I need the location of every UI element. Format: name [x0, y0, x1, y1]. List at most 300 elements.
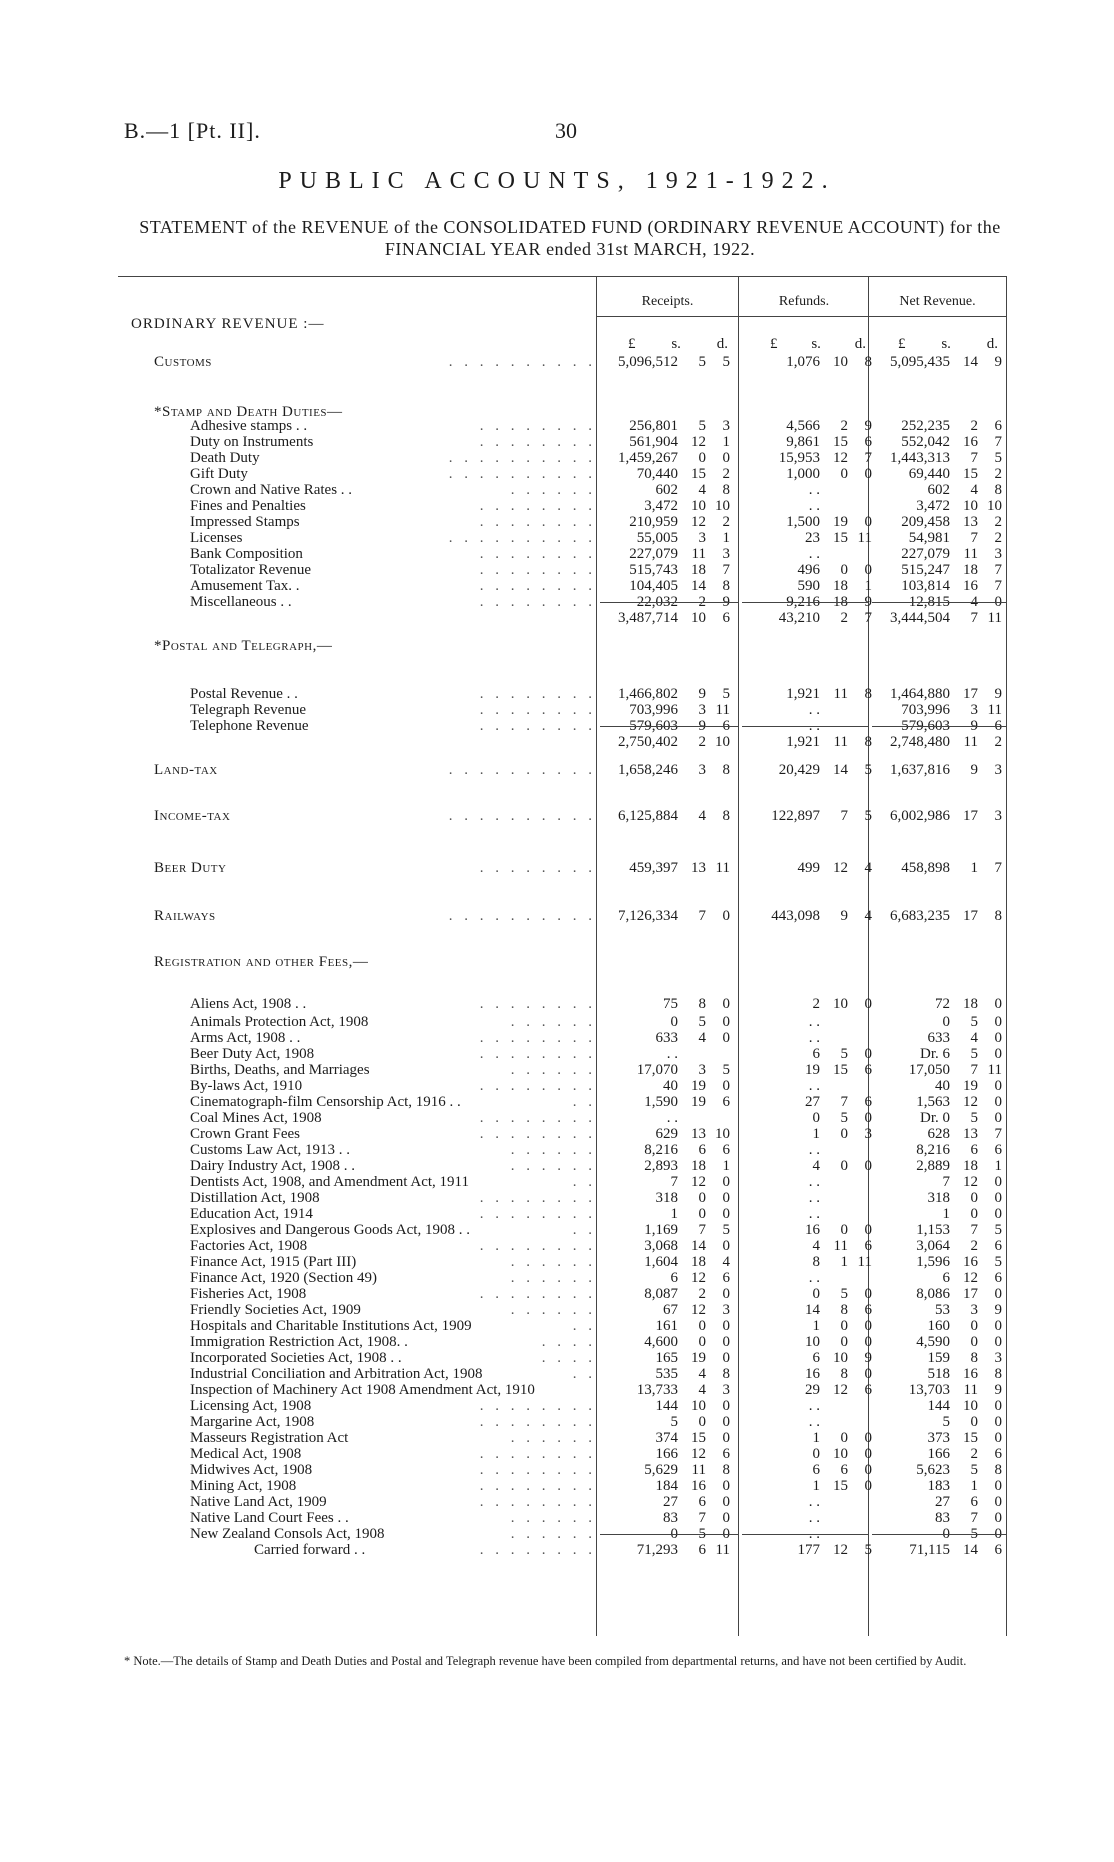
- net-shillings: 6: [970, 1494, 978, 1510]
- refunds-shillings: 5: [840, 1110, 848, 1126]
- refunds-pence: 0: [864, 1222, 872, 1238]
- net-shillings: 15: [963, 1430, 978, 1446]
- net-pounds: 71,115: [909, 1542, 950, 1558]
- refunds-amount: [742, 1510, 872, 1526]
- table-row: [0, 1414, 1114, 1430]
- receipts-amount: [600, 610, 730, 626]
- net-pounds: 628: [927, 1126, 950, 1142]
- net-pence: 0: [994, 1510, 1002, 1526]
- net-amount: [872, 1206, 1002, 1222]
- net-pounds: 3,444,504: [890, 610, 950, 626]
- table-row: [0, 418, 1114, 434]
- receipts-pounds: 0: [670, 1526, 678, 1542]
- receipts-pounds: 2,893: [644, 1158, 678, 1174]
- net-shillings: 6: [970, 1142, 978, 1158]
- leader-dots: . . . . . . . . . .: [448, 354, 596, 370]
- row-label: Telegraph Revenue: [190, 702, 306, 718]
- refunds-amount: [742, 1078, 872, 1094]
- table-row: [0, 1430, 1114, 1446]
- receipts-amount: [600, 530, 730, 546]
- leader-dots: . . . . . . . .: [479, 996, 596, 1012]
- table-row: [0, 686, 1114, 702]
- net-shillings: 10: [963, 1398, 978, 1414]
- net-pence: 0: [994, 1286, 1002, 1302]
- refunds-shillings: [820, 546, 848, 562]
- net-pounds: 1: [942, 1206, 950, 1222]
- net-pounds: 3,472: [916, 498, 950, 514]
- net-pounds: 160: [927, 1318, 950, 1334]
- receipts-amount: [600, 1046, 730, 1062]
- refunds-pence: 0: [864, 1318, 872, 1334]
- leader-dots: . . . . . . . .: [479, 1046, 596, 1062]
- refunds-pence: 11: [857, 1254, 872, 1270]
- receipts-shillings: 0: [698, 1190, 706, 1206]
- refunds-amount: [742, 610, 872, 626]
- net-pence: 0: [994, 1046, 1002, 1062]
- receipts-shillings: 7: [698, 1510, 706, 1526]
- net-amount: [872, 1478, 1002, 1494]
- leader-dots: . . . . . . . .: [479, 1206, 596, 1222]
- refunds-pence: 0: [864, 514, 872, 530]
- receipts-amount: [600, 1446, 730, 1462]
- receipts-pounds: 71,293: [636, 1542, 678, 1558]
- refunds-amount: [742, 1094, 872, 1110]
- table-row: [0, 1158, 1114, 1174]
- table-row: [0, 1078, 1114, 1094]
- subtotal-rule: [872, 1534, 1006, 1535]
- receipts-pence: 6: [722, 1270, 730, 1286]
- receipts-amount: [600, 908, 730, 924]
- receipts-pounds: 83: [663, 1510, 678, 1526]
- unit-pence: d.: [986, 336, 998, 352]
- net-amount: [872, 530, 1002, 546]
- net-shillings: 3: [970, 1302, 978, 1318]
- receipts-shillings: 2: [698, 1286, 706, 1302]
- net-pounds: 8,216: [916, 1142, 950, 1158]
- receipts-shillings: 7: [698, 908, 706, 924]
- refunds-pence: 11: [857, 530, 872, 546]
- refunds-pence: 9: [864, 1350, 872, 1366]
- subtotal-row: [0, 610, 1114, 626]
- receipts-shillings: 12: [691, 1302, 706, 1318]
- net-pence: 8: [994, 1462, 1002, 1478]
- receipts-amount: [600, 1414, 730, 1430]
- receipts-amount: [600, 808, 730, 824]
- refunds-pence: [848, 1494, 872, 1510]
- refunds-pence: [848, 1014, 872, 1030]
- receipts-amount: [600, 1126, 730, 1142]
- refunds-shillings: 8: [840, 1302, 848, 1318]
- net-pence: 0: [994, 1078, 1002, 1094]
- net-shillings: 18: [963, 996, 978, 1012]
- receipts-pence: 3: [722, 1382, 730, 1398]
- refunds-pounds: 6: [812, 1350, 820, 1366]
- receipts-amount: [600, 1094, 730, 1110]
- row-label: By-laws Act, 1910: [190, 1078, 303, 1094]
- refunds-pence: 0: [864, 1158, 872, 1174]
- net-pounds: 552,042: [901, 434, 950, 450]
- net-pence: 3: [994, 808, 1002, 824]
- refunds-pence: 0: [864, 1462, 872, 1478]
- refunds-shillings: 7: [840, 1094, 848, 1110]
- refunds-pence: [848, 1510, 872, 1526]
- table-row: [0, 1302, 1114, 1318]
- refunds-pence: 0: [864, 466, 872, 482]
- receipts-shillings: 12: [691, 434, 706, 450]
- net-pence: 0: [994, 1430, 1002, 1446]
- net-amount: [872, 1190, 1002, 1206]
- net-units: [898, 336, 998, 353]
- row-label: Adhesive stamps . .: [190, 418, 308, 434]
- table-row: [0, 1286, 1114, 1302]
- net-shillings: 16: [963, 578, 978, 594]
- receipts-amount: [600, 418, 730, 434]
- refunds-amount: [742, 498, 872, 514]
- receipts-shillings: 12: [691, 1446, 706, 1462]
- net-pence: 0: [994, 1174, 1002, 1190]
- refunds-pounds: 23: [805, 530, 820, 546]
- refunds-pounds: . .: [808, 1398, 820, 1414]
- receipts-pence: 3: [722, 1302, 730, 1318]
- net-pounds: 54,981: [908, 530, 950, 546]
- refunds-shillings: 5: [840, 1046, 848, 1062]
- net-shillings: 4: [970, 482, 978, 498]
- net-shillings: 0: [970, 1334, 978, 1350]
- refunds-shillings: [820, 1030, 848, 1046]
- receipts-amount: [600, 1206, 730, 1222]
- refunds-pence: 7: [864, 610, 872, 626]
- table-row: [0, 1094, 1114, 1110]
- receipts-pounds: 3,472: [644, 498, 678, 514]
- table-row: [0, 1062, 1114, 1078]
- net-amount: [872, 1510, 1002, 1526]
- net-amount: [872, 434, 1002, 450]
- row-label: Animals Protection Act, 1908: [190, 1014, 369, 1030]
- unit-shillings: s.: [941, 336, 951, 352]
- net-pounds: 5,095,435: [890, 354, 950, 370]
- net-amount: [872, 498, 1002, 514]
- refunds-shillings: 0: [840, 1222, 848, 1238]
- net-pounds: 458,898: [901, 860, 950, 876]
- net-pounds: 515,247: [901, 562, 950, 578]
- row-label: *Postal and Telegraph,—: [154, 638, 333, 654]
- net-shillings: 14: [963, 1542, 978, 1558]
- page-title: PUBLIC ACCOUNTS, 1921-1922.: [278, 168, 836, 194]
- net-pounds: 318: [927, 1190, 950, 1206]
- receipts-amount: [600, 1318, 730, 1334]
- net-amount: [872, 482, 1002, 498]
- refunds-shillings: [820, 1510, 848, 1526]
- net-amount: [872, 1174, 1002, 1190]
- net-pounds: 69,440: [908, 466, 950, 482]
- net-pence: 7: [994, 562, 1002, 578]
- refunds-amount: [742, 1542, 872, 1558]
- receipts-shillings: 14: [691, 578, 706, 594]
- table-row: [0, 702, 1114, 718]
- leader-dots: . .: [572, 1366, 596, 1382]
- net-pence: 2: [994, 466, 1002, 482]
- refunds-shillings: [820, 1190, 848, 1206]
- statement-heading: STATEMENT of the REVENUE of the CONSOLIDATED FUND (ORDINARY REVENUE ACCOUNT) for the FINANCIAL YEAR ended 31st MARCH, 1922.: [139, 217, 1001, 259]
- row-label: Telephone Revenue: [190, 718, 309, 734]
- refunds-pounds: 4: [812, 1238, 820, 1254]
- receipts-pence: 0: [722, 1430, 730, 1446]
- refunds-header: Refunds.: [778, 294, 830, 309]
- refunds-amount: [742, 1254, 872, 1270]
- refunds-pounds: 9,216: [786, 594, 820, 610]
- receipts-pence: 0: [722, 1478, 730, 1494]
- receipts-pence: 0: [722, 908, 730, 924]
- table-row: [0, 1366, 1114, 1382]
- leader-dots: . . . . . . . .: [479, 578, 596, 594]
- receipts-pounds: 535: [655, 1366, 678, 1382]
- refunds-shillings: 11: [833, 686, 848, 702]
- net-pence: 9: [994, 354, 1002, 370]
- refunds-shillings: 14: [833, 762, 848, 778]
- refunds-amount: [742, 578, 872, 594]
- refunds-shillings: 0: [840, 1318, 848, 1334]
- net-pence: 8: [994, 1366, 1002, 1382]
- net-amount: [872, 860, 1002, 876]
- net-pence: 7: [994, 1126, 1002, 1142]
- row-label: Inspection of Machinery Act 1908 Amendment Act, 1910: [190, 1382, 535, 1398]
- net-shillings: 17: [963, 908, 978, 924]
- receipts-shillings: 5: [698, 1014, 706, 1030]
- refunds-amount: [742, 418, 872, 434]
- receipts-pounds: 8,087: [644, 1286, 678, 1302]
- receipts-shillings: 6: [698, 1142, 706, 1158]
- refunds-amount: [742, 1414, 872, 1430]
- refunds-shillings: 18: [833, 578, 848, 594]
- refunds-pounds: 1,921: [786, 686, 820, 702]
- refunds-pence: [848, 1142, 872, 1158]
- net-shillings: 16: [963, 1254, 978, 1270]
- receipts-pounds: 166: [655, 1446, 678, 1462]
- refunds-pounds: 496: [797, 562, 820, 578]
- refunds-amount: [742, 860, 872, 876]
- refunds-shillings: 1: [840, 1254, 848, 1270]
- refunds-pounds: 15,953: [778, 450, 820, 466]
- refunds-pence: [848, 1174, 872, 1190]
- table-row: [0, 1334, 1114, 1350]
- net-shillings: 11: [963, 1382, 978, 1398]
- net-amount: [872, 734, 1002, 750]
- net-pence: 0: [994, 1334, 1002, 1350]
- unit-pence: d.: [854, 336, 866, 352]
- receipts-pence: 0: [722, 1206, 730, 1222]
- receipts-pounds: 13,733: [636, 1382, 678, 1398]
- refunds-shillings: [820, 1078, 848, 1094]
- refunds-pence: [848, 498, 872, 514]
- receipts-pounds: 374: [655, 1430, 678, 1446]
- refunds-shillings: [820, 1398, 848, 1414]
- refunds-amount: [742, 1462, 872, 1478]
- leader-dots: . . . . . .: [510, 1526, 596, 1542]
- net-amount: [872, 1286, 1002, 1302]
- net-amount: [872, 1334, 1002, 1350]
- receipts-pounds: 561,904: [629, 434, 678, 450]
- net-pounds: 12,815: [908, 594, 950, 610]
- receipts-amount: [600, 1158, 730, 1174]
- receipts-pounds: 2,750,402: [618, 734, 678, 750]
- table-row: [0, 1046, 1114, 1062]
- refunds-shillings: 0: [840, 562, 848, 578]
- receipts-amount: [600, 514, 730, 530]
- net-pence: 0: [994, 1110, 1002, 1126]
- net-pounds: 209,458: [901, 514, 950, 530]
- refunds-shillings: 0: [840, 1334, 848, 1350]
- net-shillings: 2: [970, 1238, 978, 1254]
- row-label: Finance Act, 1915 (Part III): [190, 1254, 357, 1270]
- table-row: [0, 860, 1114, 876]
- group-heading-row: [0, 638, 1114, 654]
- table-row: [0, 1350, 1114, 1366]
- net-pounds: 40: [935, 1078, 950, 1094]
- refunds-pence: 0: [864, 1286, 872, 1302]
- net-pounds: 602: [927, 482, 950, 498]
- leader-dots: . . . . . .: [510, 1510, 596, 1526]
- receipts-amount: [600, 1190, 730, 1206]
- refunds-shillings: [820, 1142, 848, 1158]
- receipts-pounds: 5,096,512: [618, 354, 678, 370]
- net-pence: 9: [994, 686, 1002, 702]
- receipts-pounds: 703,996: [629, 702, 678, 718]
- row-label: Immigration Restriction Act, 1908. .: [190, 1334, 408, 1350]
- refunds-amount: [742, 1206, 872, 1222]
- refunds-shillings: 2: [840, 418, 848, 434]
- refunds-pence: [848, 482, 872, 498]
- net-amount: [872, 1318, 1002, 1334]
- receipts-shillings: [678, 1046, 706, 1062]
- receipts-amount: [600, 1078, 730, 1094]
- receipts-shillings: 12: [691, 1174, 706, 1190]
- net-shillings: 5: [970, 1526, 978, 1542]
- net-pounds: Dr. 0: [920, 1110, 950, 1126]
- refunds-amount: [742, 1398, 872, 1414]
- net-pence: 5: [994, 450, 1002, 466]
- receipts-pounds: 22,032: [636, 594, 678, 610]
- net-amount: [872, 562, 1002, 578]
- refunds-shillings: 10: [833, 1446, 848, 1462]
- net-pounds: 1,464,880: [890, 686, 950, 702]
- net-shillings: 9: [970, 718, 978, 734]
- refunds-amount: [742, 762, 872, 778]
- net-pounds: 227,079: [901, 546, 950, 562]
- receipts-pence: 0: [722, 1334, 730, 1350]
- refunds-amount: [742, 1046, 872, 1062]
- net-pounds: 144: [927, 1398, 950, 1414]
- table-row: [0, 578, 1114, 594]
- receipts-pounds: 1,590: [644, 1094, 678, 1110]
- refunds-shillings: 15: [833, 530, 848, 546]
- refunds-pounds: . .: [808, 1078, 820, 1094]
- receipts-shillings: 14: [691, 1238, 706, 1254]
- leader-dots: . .: [572, 1222, 596, 1238]
- row-label: Death Duty: [190, 450, 260, 466]
- receipts-amount: [600, 1510, 730, 1526]
- net-pounds: 703,996: [901, 702, 950, 718]
- net-amount: [872, 1094, 1002, 1110]
- receipts-pence: 6: [722, 1142, 730, 1158]
- refunds-amount: [742, 1366, 872, 1382]
- receipts-pence: 11: [715, 860, 730, 876]
- net-amount: [872, 1398, 1002, 1414]
- net-shillings: 7: [970, 1222, 978, 1238]
- refunds-pence: [848, 1270, 872, 1286]
- row-label: Crown Grant Fees: [190, 1126, 300, 1142]
- leader-dots: . . . . . . . .: [479, 1494, 596, 1510]
- unit-pounds: £: [628, 336, 636, 352]
- refunds-pounds: 16: [805, 1366, 820, 1382]
- net-pounds: 373: [927, 1430, 950, 1446]
- net-shillings: 5: [970, 1110, 978, 1126]
- net-pence: 11: [987, 610, 1002, 626]
- net-shillings: 9: [970, 762, 978, 778]
- net-pence: 7: [994, 434, 1002, 450]
- net-pence: 3: [994, 1350, 1002, 1366]
- subtotal-rule: [872, 726, 1006, 727]
- net-amount: [872, 354, 1002, 370]
- leader-dots: . . . . . .: [510, 1430, 596, 1446]
- net-pounds: 53: [935, 1302, 950, 1318]
- receipts-amount: [600, 1062, 730, 1078]
- receipts-pounds: 7,126,334: [618, 908, 678, 924]
- net-amount: [872, 578, 1002, 594]
- row-label: Cinematograph-film Censorship Act, 1916 . .: [190, 1094, 461, 1110]
- table-row: [0, 808, 1114, 824]
- net-pounds: 0: [942, 1526, 950, 1542]
- net-amount: [872, 686, 1002, 702]
- refunds-shillings: [820, 498, 848, 514]
- receipts-pounds: 1: [670, 1206, 678, 1222]
- receipts-amount: [600, 1254, 730, 1270]
- row-label: Dentists Act, 1908, and Amendment Act, 1911: [190, 1174, 470, 1190]
- receipts-header: Receipts.: [641, 294, 694, 309]
- refunds-shillings: 15: [833, 1062, 848, 1078]
- net-amount: [872, 1078, 1002, 1094]
- unit-shillings: s.: [671, 336, 681, 352]
- receipts-pounds: 515,743: [629, 562, 678, 578]
- receipts-pounds: 1,466,802: [618, 686, 678, 702]
- row-label: Coal Mines Act, 1908: [190, 1110, 322, 1126]
- receipts-pounds: 4,600: [644, 1334, 678, 1350]
- table-row: [0, 1030, 1114, 1046]
- refunds-pence: [848, 1398, 872, 1414]
- receipts-shillings: 18: [691, 562, 706, 578]
- leader-dots: . . . . . .: [510, 1062, 596, 1078]
- row-label: Gift Duty: [190, 466, 248, 482]
- receipts-shillings: 3: [698, 1062, 706, 1078]
- receipts-pence: 0: [722, 1174, 730, 1190]
- receipts-pounds: 5,629: [644, 1462, 678, 1478]
- refunds-amount: [742, 354, 872, 370]
- receipts-shillings: 0: [698, 1334, 706, 1350]
- leader-dots: . . . . . .: [510, 1302, 596, 1318]
- receipts-pounds: 459,397: [629, 860, 678, 876]
- receipts-amount: [600, 686, 730, 702]
- receipts-shillings: 15: [691, 466, 706, 482]
- refunds-amount: [742, 1382, 872, 1398]
- leader-dots: . . . . . . . . . .: [448, 808, 596, 824]
- receipts-pence: 11: [715, 1542, 730, 1558]
- refunds-pence: 6: [864, 1238, 872, 1254]
- receipts-pence: 0: [722, 1078, 730, 1094]
- row-label: Totalizator Revenue: [190, 562, 311, 578]
- unit-pounds: £: [898, 336, 906, 352]
- row-label: Miscellaneous . .: [190, 594, 292, 610]
- refunds-shillings: 15: [833, 1478, 848, 1494]
- refunds-amount: [742, 1126, 872, 1142]
